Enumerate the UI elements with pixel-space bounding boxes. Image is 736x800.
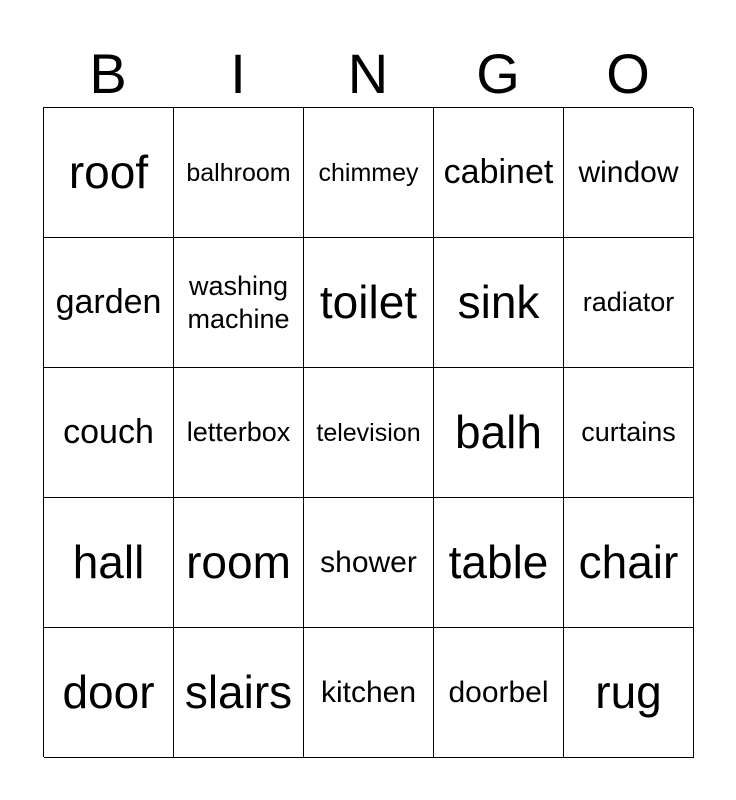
bingo-cell[interactable]: chimmey xyxy=(304,108,434,238)
bingo-cell[interactable]: couch xyxy=(44,368,174,498)
bingo-cell[interactable]: doorbel xyxy=(434,628,564,758)
bingo-cell[interactable]: garden xyxy=(44,238,174,368)
bingo-cell[interactable]: letterbox xyxy=(174,368,304,498)
bingo-cell[interactable]: sink xyxy=(434,238,564,368)
bingo-header xyxy=(43,40,693,108)
bingo-cell[interactable]: balhroom xyxy=(174,108,304,238)
bingo-board xyxy=(43,107,693,757)
header-letter-n: N xyxy=(347,42,389,105)
header-letter-i: I xyxy=(230,42,246,105)
bingo-cell[interactable]: washing machine xyxy=(174,238,304,368)
bingo-cell[interactable]: shower xyxy=(304,498,434,628)
bingo-cell[interactable]: rug xyxy=(564,628,694,758)
bingo-cell[interactable]: slairs xyxy=(174,628,304,758)
bingo-cell[interactable]: kitchen xyxy=(304,628,434,758)
bingo-cell[interactable]: door xyxy=(44,628,174,758)
bingo-cell[interactable]: radiator xyxy=(564,238,694,368)
bingo-cell[interactable]: roof xyxy=(44,108,174,238)
bingo-cell[interactable]: cabinet xyxy=(434,108,564,238)
header-letter-o: O xyxy=(606,42,650,105)
bingo-cell[interactable]: table xyxy=(434,498,564,628)
bingo-cell[interactable]: room xyxy=(174,498,304,628)
header-letter-b: B xyxy=(89,42,127,105)
bingo-cell[interactable]: window xyxy=(564,108,694,238)
bingo-cell[interactable]: balh xyxy=(434,368,564,498)
bingo-cell[interactable]: chair xyxy=(564,498,694,628)
bingo-cell[interactable]: television xyxy=(304,368,434,498)
bingo-cell[interactable]: curtains xyxy=(564,368,694,498)
header-letter-g: G xyxy=(476,42,520,105)
bingo-cell[interactable]: toilet xyxy=(304,238,434,368)
bingo-cell[interactable]: hall xyxy=(44,498,174,628)
